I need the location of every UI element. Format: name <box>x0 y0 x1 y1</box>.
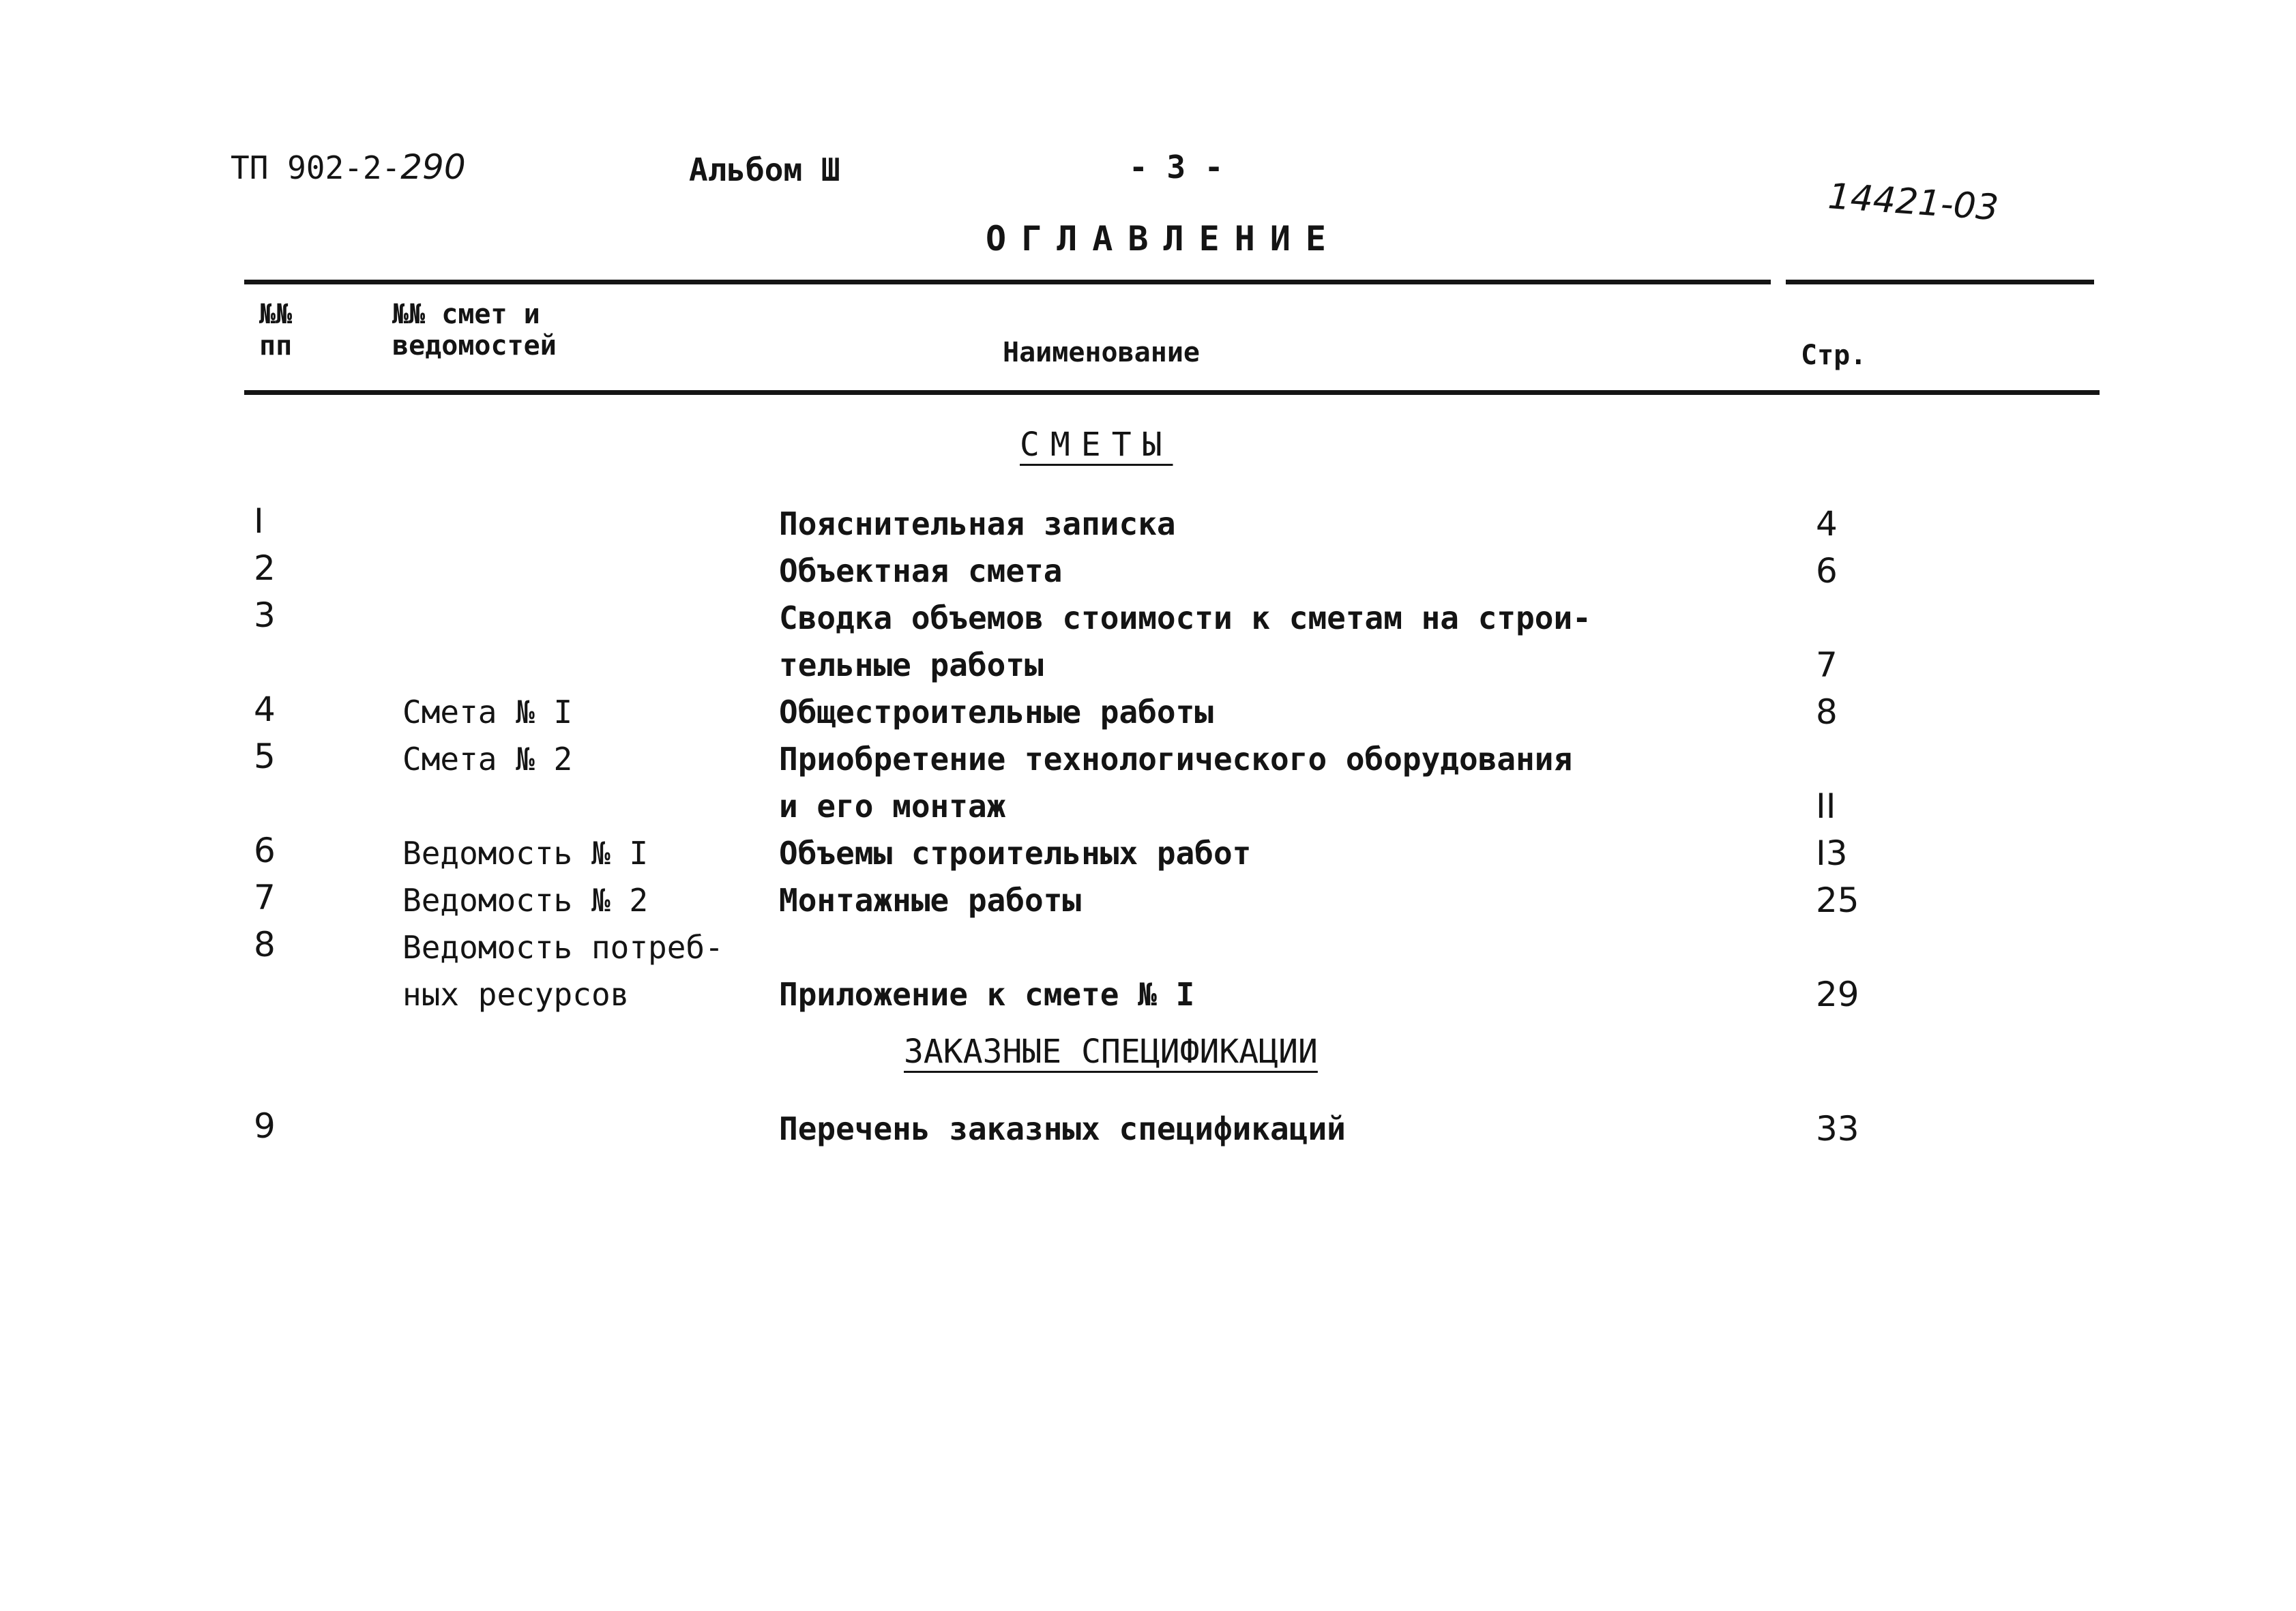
page-title: ОГЛАВЛЕНИЕ <box>986 219 1342 258</box>
row-reference: Ведомость № 2 <box>402 882 649 919</box>
row-reference: Ведомость потреб- <box>402 929 724 966</box>
row-name: Объектная смета <box>779 552 1063 589</box>
row-number: 5 <box>254 737 276 776</box>
row-page: I3 <box>1816 833 1848 873</box>
row-number: 6 <box>254 831 276 870</box>
table-header-bottom-rule <box>244 390 2100 395</box>
row-name: Пояснительная записка <box>779 505 1176 542</box>
row-reference: Смета № 2 <box>402 741 573 778</box>
row-name: Монтажные работы <box>779 882 1082 919</box>
document-code <box>231 147 466 187</box>
row-number: 2 <box>254 548 276 588</box>
row-name: тельные работы <box>779 647 1044 683</box>
row-page: 4 <box>1816 504 1838 544</box>
row-name: Объемы строительных работ <box>779 835 1252 872</box>
row-page: II <box>1816 786 1836 826</box>
row-page: 25 <box>1816 881 1859 920</box>
document-code-handwritten: 290 <box>400 147 466 187</box>
row-number: 4 <box>254 690 276 729</box>
column-header-page: Стр. <box>1801 340 1867 371</box>
album-label: Альбом Ш <box>689 151 840 188</box>
row-name: Приобретение технологического оборудования <box>779 741 1573 778</box>
row-page: 33 <box>1816 1109 1859 1149</box>
row-reference: ных ресурсов <box>402 976 630 1013</box>
row-reference: Смета № I <box>402 694 573 730</box>
table-top-rule-left <box>244 280 1771 284</box>
column-header-number-line2: пп <box>259 330 293 361</box>
row-number: 3 <box>254 595 276 635</box>
section-title-estimates: СМЕТЫ <box>1020 426 1173 464</box>
document-code-printed: ТП 902-2- <box>231 149 401 186</box>
section-title-specifications: ЗАКАЗНЫЕ СПЕЦИФИКАЦИИ <box>904 1033 1318 1071</box>
column-header-name: Наименование <box>1003 337 1200 368</box>
row-name: Перечень заказных спецификаций <box>779 1110 1346 1147</box>
row-page: 8 <box>1816 692 1838 732</box>
row-number: 7 <box>254 878 276 917</box>
table-top-rule-right <box>1786 280 2094 284</box>
row-name: Общестроительные работы <box>779 694 1213 730</box>
row-number: I <box>254 501 264 541</box>
row-reference: Ведомость № I <box>402 835 649 872</box>
row-name: Сводка объемов стоимости к сметам на строи- <box>779 600 1591 636</box>
column-header-reference-line1: №№ смет и <box>392 299 540 330</box>
column-header-number-line1: №№ <box>259 299 293 330</box>
column-header-reference-line2: ведомостей <box>392 330 557 361</box>
row-number: 8 <box>254 925 276 964</box>
page-number: - 3 - <box>1129 149 1224 186</box>
row-number: 9 <box>254 1106 276 1146</box>
row-name: и его монтаж <box>779 788 1006 825</box>
column-header-number <box>259 299 292 361</box>
row-page: 29 <box>1816 975 1859 1014</box>
row-page: 6 <box>1816 551 1838 591</box>
row-page: 7 <box>1816 645 1838 685</box>
row-name: Приложение к смете № I <box>779 976 1195 1013</box>
column-header-reference <box>392 299 557 361</box>
inventory-number: 14421-03 <box>1826 176 2000 229</box>
